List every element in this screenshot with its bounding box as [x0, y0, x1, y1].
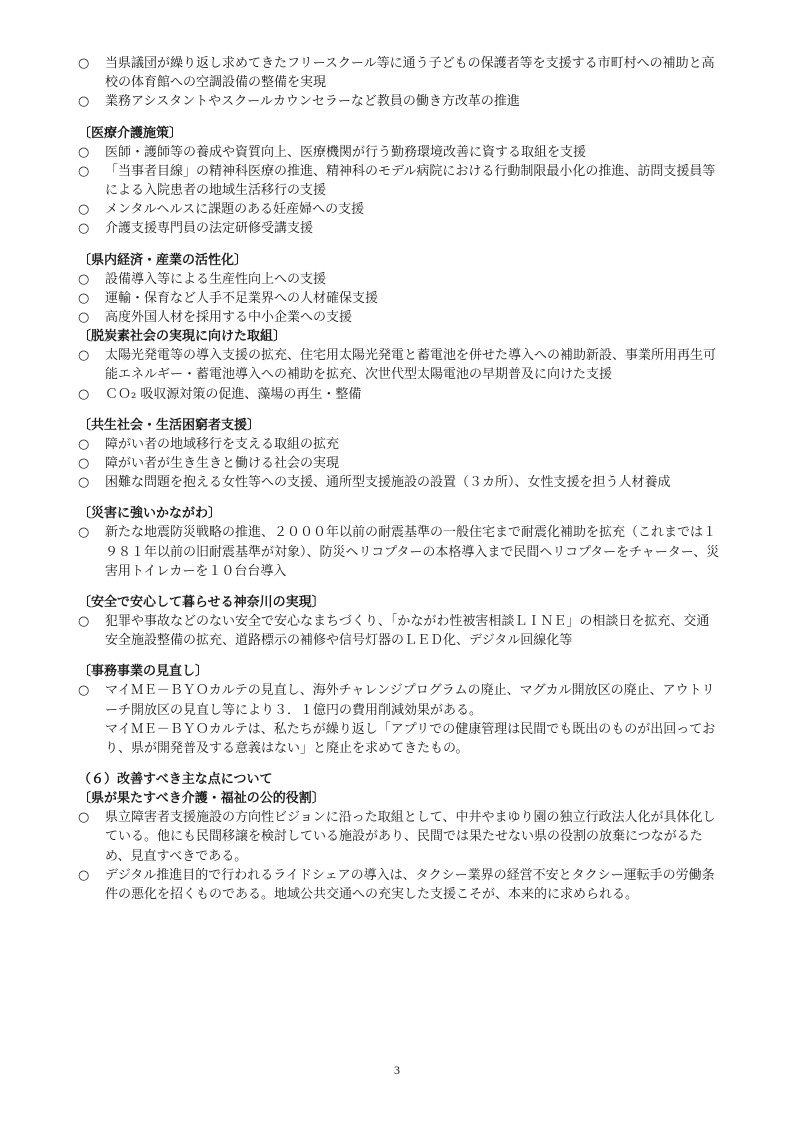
list-item-text: 障がい者が生き生きと働ける社会の実現 [105, 456, 340, 472]
section [78, 504, 722, 581]
bullet-circle-icon: ○ [78, 614, 90, 630]
list-item [78, 92, 722, 111]
section-heading: （６）改善すべき主な点について [78, 772, 273, 788]
bullet-circle-icon: ○ [78, 475, 90, 491]
list-item [78, 200, 722, 219]
section-heading: 〔災害に強いかながわ〕 [78, 506, 222, 522]
section-gap [78, 650, 722, 662]
list-item-text: マイＭＥ－ＢＹＯカルテの見直し、海外チャレンジプログラムの廃止、マグカル開放区の廃止、アウトリーチ開放区の見直し等により３．１億円の費用削減効果がある。 [105, 683, 715, 718]
list-item-text: 障がい者の地域移行を支える取組の拡充 [105, 436, 340, 452]
list-item-text: メンタルヘルスに課題のある妊産婦への支援 [105, 202, 365, 218]
section-heading: 〔県内経済・産業の活性化〕 [78, 252, 248, 268]
section-gap [78, 239, 722, 251]
section [78, 327, 722, 404]
section-heading: 〔県が果たすべき介護・福祉の公的役割〕 [78, 791, 325, 807]
section-heading: 〔医療介護施策〕 [78, 125, 183, 141]
list-item-text: 運輸・保育など人手不足業界への人材確保支援 [105, 290, 379, 306]
list-item [78, 219, 722, 238]
list-item-text: 県立障害者支援施設の方向性ビジョンに沿った取組として、中井やまゆり園の独立行政法人化が具体化している。他にも民間移譲を検討している施設があり、民間では果たせない県の役割の放棄につながるため、見直すべきである。 [105, 810, 716, 864]
list-item-text: 困難な問題を抱える女性等への支援、通所型支援施設の設置（３カ所）、女性支援を担う人材養成 [105, 475, 671, 491]
list-item-text: 太陽光発電等の導入支援の拡充、住宅用太陽光発電と蓄電池を併せた導入への補助新設、事業所用再生可能エネルギー・蓄電池導入への補助を拡充、次世代型太陽電池の早期普及に向けた支援 [105, 348, 717, 383]
list-item-text: 医師・護師等の養成や資質向上、医療機関が行う勤務環境改善に資する取組を支援 [105, 144, 587, 160]
bullet-circle-icon: ○ [78, 94, 90, 110]
bullet-circle-icon: ○ [78, 683, 90, 699]
list-item-text: ＣＯ₂ 吸収源対策の促進、藻場の再生・整備 [105, 386, 362, 402]
section [78, 251, 722, 328]
bullet-circle-icon: ○ [78, 290, 90, 306]
bullet-circle-icon: ○ [78, 144, 90, 160]
bullet-circle-icon: ○ [78, 867, 90, 883]
list-item-text: 設備導入等による生産性向上への支援 [105, 271, 327, 287]
list-item [78, 454, 722, 473]
bullet-circle-icon: ○ [78, 221, 90, 237]
list-item-text: 新たな地震防災戦略の推進、２０００年以前の耐震基準の一般住宅まで耐震化補助を拡充（これまでは１９８１年以前の旧耐震基準が対象）、防災ヘリコプターの本格導入まで民間ヘリコプターをチャーター、災害用トイレカーを１０台台導入 [105, 525, 720, 579]
list-item [78, 473, 722, 492]
page-number: 3 [394, 1063, 400, 1077]
list-item [78, 270, 722, 289]
list-item-text: 介護支援専門員の法定研修受講支援 [105, 221, 314, 237]
bullet-circle-icon: ○ [78, 271, 90, 287]
list-item [78, 681, 722, 719]
list-item-text: 業務アシスタントやスクールカウンセラーなど教員の働き方改革の推進 [105, 94, 520, 110]
section-gap [78, 758, 722, 770]
section [78, 54, 722, 112]
bullet-circle-icon: ○ [78, 386, 90, 402]
list-item [78, 308, 722, 327]
list-item [78, 612, 722, 650]
bullet-circle-icon: ○ [78, 310, 90, 326]
list-item [78, 435, 722, 454]
bullet-circle-icon: ○ [78, 56, 90, 71]
list-item-text: 高度外国人材を採用する中小企業への支援 [105, 310, 353, 326]
bullet-circle-icon: ○ [78, 202, 90, 218]
list-item-text: デジタル推進目的で行われるライドシェアの導入は、タクシー業界の経営不安とタクシー運転手の労働条件の悪化を招くものである。地域公共交通への充実した支援こそが、本来的に求められる。 [105, 867, 715, 903]
bullet-circle-icon: ○ [78, 456, 90, 472]
bullet-circle-icon: ○ [78, 436, 90, 452]
list-item-text: 「当事者目線」の精神科医療の推進、精神科のモデル病院における行動制限最小化の推進、訪問支援員等による入院患者の地域生活移行の支援 [105, 163, 716, 199]
section-gap [78, 112, 722, 124]
list-item [78, 808, 722, 866]
list-item [78, 523, 722, 581]
list-item-text: 犯罪や事故などのない安全で安心なまちづくり、「かながわ性被害相談ＬＩＮＥ」の相談日を拡充、交通安全施設整備の拡充、道路標示の補修や信号灯器のＬＥＤ化、デジタル回線化等 [105, 614, 710, 649]
section-gap [78, 404, 722, 416]
section [78, 593, 722, 650]
section [78, 789, 722, 904]
section [78, 662, 722, 758]
section-heading: 〔安全で安心して暮らせる神奈川の実現〕 [78, 595, 325, 611]
section-gap [78, 492, 722, 504]
list-item-text: 当県議団が繰り返し求めてきたフリースクール等に通う子どもの保護者等を支援する市町村への補助と高校の体育館への空調設備の整備を実現 [105, 56, 715, 91]
section [78, 416, 722, 493]
list-item [78, 54, 722, 92]
list-item [78, 289, 722, 308]
list-item [78, 385, 722, 404]
bullet-circle-icon: ○ [78, 163, 90, 179]
list-item [78, 143, 722, 162]
list-item [78, 162, 722, 200]
bullet-circle-icon: ○ [78, 525, 90, 541]
section [78, 124, 722, 239]
bullet-circle-icon: ○ [78, 810, 90, 826]
list-item [78, 346, 722, 384]
document-body [78, 54, 722, 904]
bullet-circle-icon: ○ [78, 348, 90, 364]
list-item-note: マイＭＥ－ＢＹＯカルテは、私たちが繰り返し「アプリでの健康管理は民間でも既出のものが出回っており、県が開発普及する意義はない」と廃止を求めてきたもの。 [105, 721, 716, 757]
list-item [78, 866, 722, 904]
section [78, 770, 722, 789]
section-heading: 〔脱炭素社会の実現に向けた取組〕 [78, 329, 287, 345]
section-heading: 〔共生社会・生活困窮者支援〕 [78, 417, 261, 433]
section-heading: 〔事務事業の見直し〕 [78, 664, 209, 680]
section-gap [78, 581, 722, 593]
